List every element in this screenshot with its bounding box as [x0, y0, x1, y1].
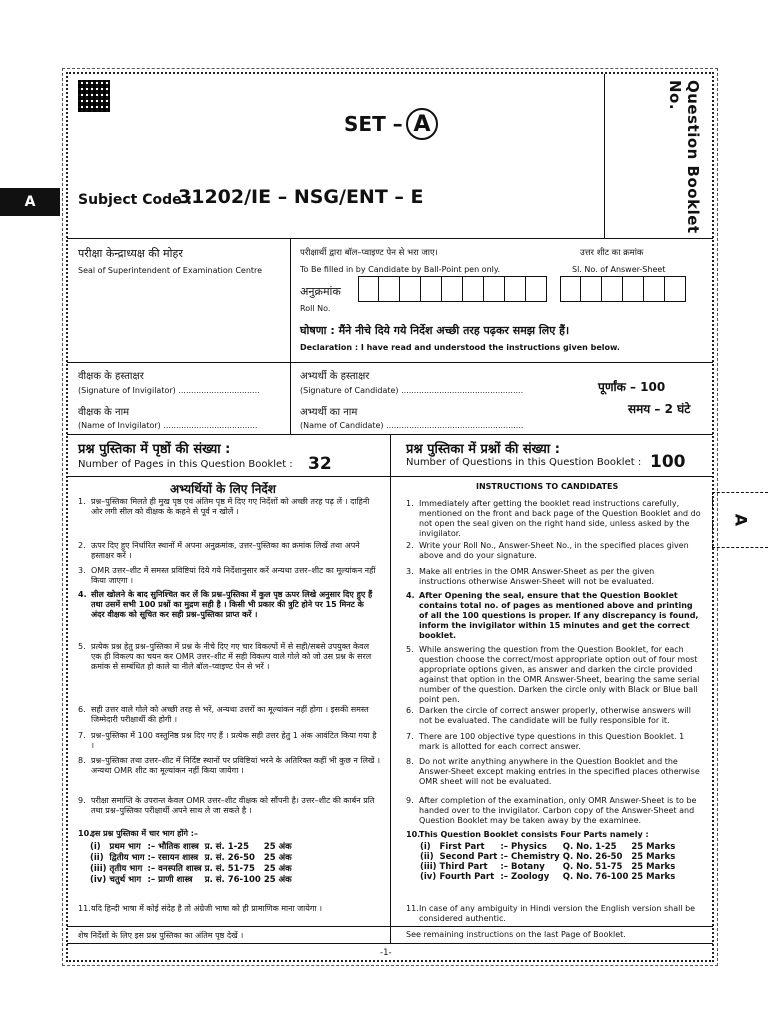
instruction-text: In case of any ambiguity in Hindi version the English version shall be considered authentic.	[419, 904, 696, 923]
declaration-hi: घोषणा : मैंने नीचे दिये गये निर्देश अच्छी तरह पढ़कर समझ लिए हैं।	[300, 324, 570, 337]
answer-sheet-box[interactable]	[581, 276, 602, 302]
answer-sheet-box[interactable]	[644, 276, 665, 302]
instruction-number: 2.	[406, 541, 414, 550]
cell: 25 Marks	[631, 842, 676, 852]
table-row	[90, 852, 295, 863]
instruction-number: 8.	[78, 756, 86, 765]
hindi-instructions-heading: अभ्यर्थियों के लिए निर्देश	[170, 482, 276, 496]
cell: 25 Marks	[631, 872, 676, 882]
roll-en: Roll No.	[300, 304, 331, 313]
cell: प्र. सं. 1-25	[204, 842, 249, 852]
instruction-number: 7.	[78, 731, 86, 740]
table-row	[90, 863, 295, 874]
roll-box[interactable]	[484, 276, 505, 302]
instruction-text: इस प्रश्न पुस्तिका में चार भाग होंगे :–	[91, 829, 198, 838]
cell: Q. No. 1-25	[562, 842, 617, 852]
instruction-number: 9.	[78, 796, 86, 805]
footer-en: See remaining instructions on the last Page of Booklet.	[406, 930, 626, 939]
cell: :–	[147, 852, 156, 863]
divider	[67, 943, 713, 944]
roll-box[interactable]	[379, 276, 400, 302]
questions-en: Number of Questions in this Question Booklet :	[406, 457, 642, 468]
table-row	[90, 874, 295, 885]
set-tab-right	[712, 492, 768, 548]
column-divider	[390, 434, 391, 944]
questions-hi: प्रश्न पुस्तिका में प्रश्नों की संख्या :	[406, 442, 560, 457]
cell: 25 Marks	[631, 852, 676, 862]
cell: (ii)	[90, 852, 104, 863]
instruction-number: 5.	[78, 642, 86, 651]
english-parts-table	[420, 842, 678, 882]
cell: द्वितीय भाग	[109, 853, 145, 863]
candidate-signature-hi: अभ्यर्थी के हस्ताक्षर	[300, 371, 370, 382]
subject-code-label: Subject Code :	[78, 192, 193, 208]
english-instructions-heading: INSTRUCTIONS TO CANDIDATES	[476, 482, 619, 491]
instruction-number: 4.	[78, 590, 87, 599]
instruction-number: 6.	[78, 705, 86, 714]
cell: तृतीय भाग	[109, 864, 143, 874]
hindi-parts-table	[90, 841, 295, 885]
cell: प्राणी शास्त्र	[158, 875, 193, 885]
instruction-number: 4.	[406, 591, 415, 600]
cell: (iv)	[420, 872, 437, 882]
instruction-text: After completion of the examination, only OMR Answer-Sheet is to be handed over to the invigilator. Carbon copy of the Answer-Sheet and Question Booklet may be taken away by the examinee.	[419, 796, 697, 825]
cell: (i)	[420, 842, 431, 852]
set-tab-right-label: A	[731, 513, 751, 527]
answer-sheet-en: Sl. No. of Answer-Sheet	[572, 265, 666, 274]
instruction-number: 9.	[406, 796, 414, 805]
cell: रसायन शास्त्र	[158, 853, 199, 863]
roll-box[interactable]	[421, 276, 442, 302]
instruction-number: 3.	[406, 567, 414, 576]
cell: :–	[147, 863, 156, 874]
cell: :–	[500, 852, 509, 862]
cell: प्र. सं. 26-50	[204, 853, 255, 863]
roll-box[interactable]	[400, 276, 421, 302]
table-row	[90, 841, 295, 852]
cell: (iii)	[420, 862, 437, 872]
instruction-text: While answering the question from the Question Booklet, for each question choose the correct/most appropriate option out of four most appropriate options given, as answer and darken the circle provided against that option in the OMR Answer-Sheet, bearing the same serial number of the question. Darken the circle only with Black or Blue ball point pen.	[419, 645, 700, 704]
instruction-number: 1.	[78, 497, 86, 506]
declaration-en: Declaration : I have read and understood the instructions given below.	[300, 343, 620, 352]
instruction-text: This Question Booklet consists Four Parts namely :	[419, 830, 649, 839]
divider	[290, 238, 291, 435]
pages-hi: प्रश्न पुस्तिका में पृष्ठों की संख्या :	[78, 442, 231, 457]
divider	[604, 74, 605, 239]
instruction-text: प्रत्येक प्रश्न हेतु प्रश्न–पुस्तिका में प्रश्न के नीचे दिए गए चार विकल्पों में से सही/सबसे उपयुक्त केवल एक ही विकल्प का चयन कर OMR उत्तर–शीट में सही विकल्प वाले गोले को जो उस प्रश्न के सरल क्रमांक से सम्बंधित हो काले या नीले बॉल–प्वाइण्ट पेन से भरें ।	[91, 642, 372, 671]
instruction-text: सही उत्तर वाले गोले को अच्छी तरह से भरें, अन्यथा उत्तरों का मूल्यांकन नहीं होगा । इसकी समस्त जिम्मेदारी परीक्षार्थी की होगी ।	[91, 705, 369, 724]
instruction-text: OMR उत्तर–शीट में समस्त प्रविष्टियां दिये गये निर्देशानुसार करें अन्यथा उत्तर–शीट का मूल्यांकन नहीं किया जाएगा ।	[91, 566, 376, 585]
roll-box[interactable]	[505, 276, 526, 302]
candidate-signature-en: (Signature of Candidate) ................................................	[300, 386, 524, 395]
roll-box[interactable]	[358, 276, 379, 302]
cell: वनस्पति शास्त्र	[158, 864, 202, 874]
max-marks: पूर्णांक – 100	[598, 380, 666, 394]
divider	[67, 238, 713, 239]
cell: (ii)	[420, 852, 434, 862]
seal-hi: परीक्षा केन्द्राध्यक्ष की मोहर	[78, 247, 183, 260]
instruction-text: प्रश्न–पुस्तिका मिलते ही मुख पृष्ठ एवं अंतिम पृष्ठ में दिए गए निर्देशों को अच्छी तरह पढ़ लें । दाहिनी ओर लगी सील को वीक्षक के कहने से पूर्व न खोलें ।	[91, 497, 370, 516]
set-tab-left: A	[0, 188, 60, 216]
table-row	[420, 852, 678, 862]
roll-box[interactable]	[526, 276, 547, 302]
divider	[67, 362, 713, 363]
answer-sheet-box[interactable]	[560, 276, 581, 302]
cell: 25 Marks	[631, 862, 676, 872]
cell: :–	[500, 872, 509, 882]
roll-number-boxes[interactable]	[358, 276, 547, 302]
cell: :–	[500, 842, 509, 852]
set-label: SET –	[344, 112, 403, 136]
roll-hi: अनुक्रमांक	[300, 285, 341, 298]
instruction-number: 2.	[78, 541, 86, 550]
instruction-text: Write your Roll No., Answer-Sheet No., in the specified places given above and do your signature.	[419, 541, 689, 560]
instruction-text: सील खोलने के बाद सुनिश्चित कर लें कि प्रश्न–पुस्तिका में कुल पृष्ठ ऊपर लिखे अनुसार दिए हुए हैं तथा उसमें सभी 100 प्रश्नों का मुद्रण सही है । किसी भी प्रकार की त्रुटि होने पर 15 मिनट के अंदर वीक्षक को सूचित कर सही प्रश्न–पुस्तिका प्राप्त करें ।	[91, 590, 373, 619]
exam-time: समय – 2 घंटे	[628, 402, 691, 416]
cell: प्रथम भाग	[109, 842, 141, 852]
instruction-text: Do not write anything anywhere in the Question Booklet and the Answer-Sheet except making entries in the specified places otherwise OMR sheet will not be evaluated.	[419, 757, 700, 786]
table-row	[420, 842, 678, 852]
pages-value: 32	[308, 454, 332, 474]
hindi-instruction-1	[78, 497, 380, 516]
set-code: A	[406, 108, 438, 140]
cell: Physics	[511, 842, 547, 852]
instruction-number: 7.	[406, 732, 414, 741]
booklet-number-title: Question Booklet No.	[666, 80, 702, 234]
instruction-text: यदि हिन्दी भाषा में कोई संदेह है तो अंग्रेजी भाषा को ही प्रामाणिक माना जायेगा ।	[91, 904, 322, 913]
instruction-number: 1.	[406, 499, 414, 508]
candidate-name-en: (Name of Candidate) ......................................................	[300, 421, 524, 430]
qr-code	[78, 80, 110, 112]
instruction-number: 6.	[406, 706, 414, 715]
cell: Q. No. 26-50	[562, 852, 623, 862]
instruction-text: Darken the circle of correct answer properly, otherwise answers will not be evaluated. The candidate will be fully responsible for it.	[419, 706, 691, 725]
cell: Second Part	[439, 852, 498, 862]
instruction-text: प्रश्न–पुस्तिका में 100 वस्तुनिष्ठ प्रश्न दिए गए हैं । प्रत्येक सही उत्तर हेतु 1 अंक आवंटित किया गया है ।	[91, 731, 377, 750]
roll-box[interactable]	[463, 276, 484, 302]
table-row	[420, 872, 678, 882]
instruction-number: 11.	[78, 904, 91, 913]
cell: Q. No. 51-75	[562, 862, 623, 872]
instruction-number: 5.	[406, 645, 414, 654]
cell: Botany	[511, 862, 545, 872]
invigilator-signature-hi: वीक्षक के हस्ताक्षर	[78, 371, 144, 382]
cell: 25 अंक	[263, 853, 292, 863]
cell: First Part	[439, 842, 485, 852]
instruction-number: 11.	[406, 904, 419, 913]
answer-sheet-hi: उत्तर शीट का क्रमांक	[580, 248, 644, 258]
cell: Fourth Part	[439, 872, 495, 882]
instruction-text: Immediately after getting the booklet read instructions carefully, mentioned on the front and back page of the Question Booklet and do not open the seal given on the right hand side, unless asked by the invigilator.	[419, 499, 701, 538]
cell: 25 अंक	[263, 875, 292, 885]
footer-hi: शेष निर्देशों के लिए इस प्रश्न पुस्तिका का अंतिम पृष्ठ देखें ।	[78, 931, 244, 940]
cell: Zoology	[511, 872, 550, 882]
cell: (i)	[90, 841, 101, 852]
seal-en: Seal of Superintendent of Examination Centre	[78, 266, 263, 275]
cell: Third Part	[439, 862, 488, 872]
invigilator-name-hi: वीक्षक के नाम	[78, 407, 130, 418]
answer-sheet-box[interactable]	[623, 276, 644, 302]
cell: Chemistry	[511, 852, 560, 862]
cell: Q. No. 76-100	[562, 872, 629, 882]
page-number: -1-	[380, 948, 392, 958]
cell: (iii)	[90, 863, 107, 874]
questions-value: 100	[650, 452, 686, 472]
pages-en: Number of Pages in this Question Booklet :	[78, 459, 293, 470]
candidate-name-hi: अभ्यर्थी का नाम	[300, 407, 358, 418]
subject-code-value: 31202/IE – NSG/ENT – E	[178, 186, 424, 208]
cell: 25 अंक	[263, 842, 292, 852]
answer-sheet-box[interactable]	[602, 276, 623, 302]
divider	[67, 926, 713, 927]
cell: प्र. सं. 76-100	[204, 875, 261, 885]
ballpoint-hi: परीक्षार्थी द्वारा बॉल–प्वाइण्ट पेन से भरा जाए।	[300, 248, 438, 258]
invigilator-signature-en: (Signature of Invigilator) ................................	[78, 386, 260, 395]
table-row	[420, 862, 678, 872]
roll-box[interactable]	[442, 276, 463, 302]
cell: प्र. सं. 51-75	[204, 864, 255, 874]
answer-sheet-box[interactable]	[665, 276, 686, 302]
cell: भौतिक शास्त्र	[158, 842, 199, 852]
instruction-text: There are 100 objective type questions in this Question Booklet. 1 mark is allotted for each correct answer.	[419, 732, 685, 751]
cell: 25 अंक	[263, 864, 292, 874]
instruction-text: Make all entries in the OMR Answer-Sheet as per the given instructions otherwise Answer-Sheet will not be evaluated.	[419, 567, 655, 586]
instruction-number: 8.	[406, 757, 414, 766]
ballpoint-en: To Be filled in by Candidate by Ball-Point pen only.	[300, 265, 500, 274]
instruction-number: 10.	[78, 829, 93, 838]
instruction-text: प्रश्न–पुस्तिका तथा उत्तर–शीट में निर्दिष्ट स्थानों पर प्रविष्टियां भरने के अतिरिक्त कहीं भी कुछ न लिखें । अन्यथा OMR शीट का मूल्यांकन नहीं किया जायेगा ।	[91, 756, 380, 775]
cell: :–	[147, 841, 156, 852]
instruction-number: 10.	[406, 830, 421, 839]
cell: :–	[500, 862, 509, 872]
instruction-number: 3.	[78, 566, 86, 575]
divider	[67, 476, 713, 477]
instruction-text: ऊपर दिए हुए निर्धारित स्थानों में अपना अनुक्रमांक, उत्तर–पुस्तिका का क्रमांक लिखें तथा अपने हस्ताक्षर करें ।	[91, 541, 360, 560]
invigilator-name-en: (Name of Invigilator) .....................................	[78, 421, 258, 430]
cell: (iv)	[90, 874, 107, 885]
instruction-text: परीक्षा समाप्ति के उपरान्त केवल OMR उत्तर–शीट वीक्षक को सौंपनी है। उत्तर–शीट की कार्बन प्रति तथा प्रश्न–पुस्तिका परीक्षार्थी अपने साथ ले जा सकते है ।	[91, 796, 375, 815]
cell: :–	[147, 874, 156, 885]
instruction-text: After Opening the seal, ensure that the Question Booklet contains total no. of pages as mentioned above and printing of all the 100 questions is proper. If any discrepancy is found, inform the invigilator within 15 minutes and get the correct booklet.	[419, 591, 699, 640]
answer-sheet-boxes[interactable]	[560, 276, 686, 302]
cell: चतुर्थ भाग	[109, 875, 142, 885]
